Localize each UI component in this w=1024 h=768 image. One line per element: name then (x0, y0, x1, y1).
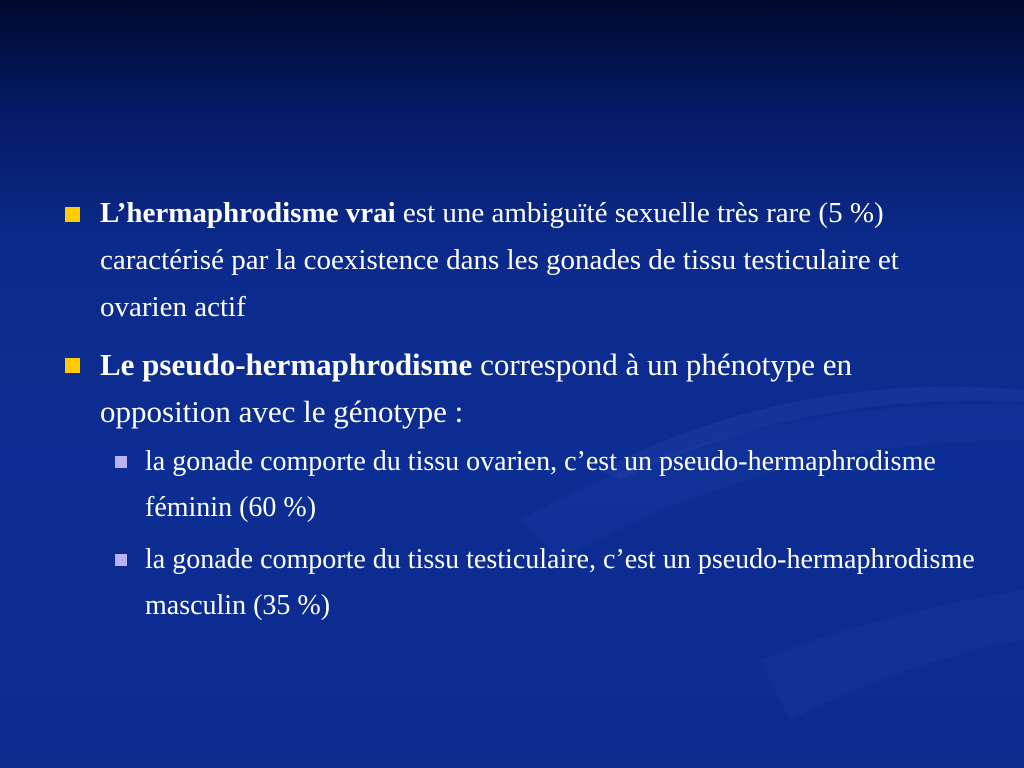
bullet-term: L’hermaphrodisme vrai (100, 197, 396, 229)
bullet-term: Le pseudo-hermaphrodisme (100, 347, 473, 382)
bullet-list (60, 190, 980, 635)
sub-bullet-item-masculin (107, 537, 980, 629)
bullet-text: correspond à un phénotype en opposition avec le génotype : (100, 347, 852, 429)
sub-bullet-item-feminin (107, 439, 980, 531)
square-sub-bullet-icon (115, 554, 127, 566)
bullet-item-pseudo-hermaphrodisme (60, 341, 980, 435)
square-bullet-icon (65, 358, 80, 373)
bullet-item-hermaphrodisme-vrai (60, 190, 980, 331)
bullet-text: est une ambiguïté sexuelle très rare (5 %) caractérisé par la coexistence dans les gonades de tissu testiculaire et ovarien actif (100, 197, 899, 323)
sub-bullet-text: la gonade comporte du tissu ovarien, c’est un pseudo-hermaphrodisme féminin (60 %) (145, 446, 936, 523)
square-sub-bullet-icon (115, 456, 127, 468)
square-bullet-icon (65, 207, 80, 222)
sub-bullet-text: la gonade comporte du tissu testiculaire, c’est un pseudo-hermaphrodisme masculin (35 %) (145, 544, 975, 621)
